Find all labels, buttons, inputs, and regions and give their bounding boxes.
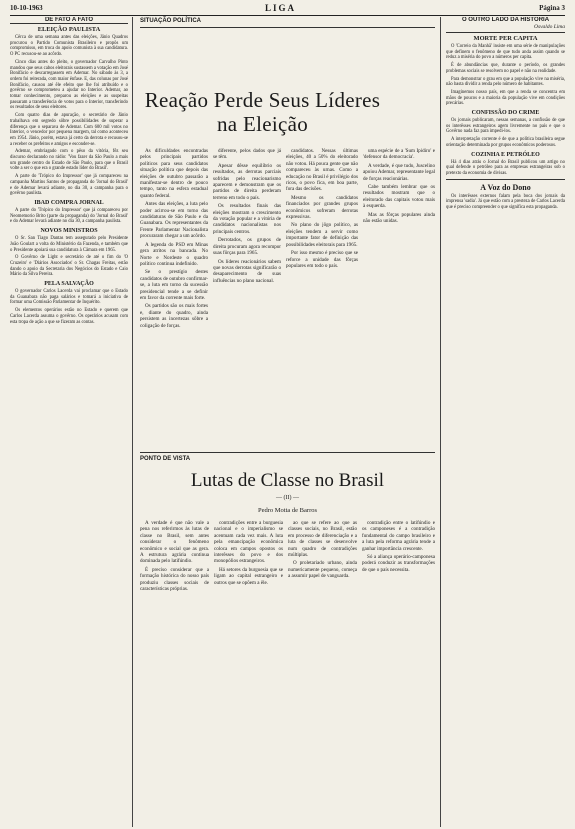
- column-kicker: O OUTRO LADO DA HISTÓRIA: [461, 17, 550, 23]
- subheading: IBAD COMPRA JORNAL: [34, 199, 104, 206]
- subheading: PELA SALVAÇÃO: [44, 281, 94, 288]
- paragraph: Só a aliança operário-camponesa poderá conduzir as transformações de que o país necessita.: [362, 554, 435, 573]
- paragraph: Os resultados finais das eleições mostram o crescimento da votação popular e a vitória de candidatos nacionalistas nos principais centros.: [213, 203, 281, 235]
- paragraph: Os líderes reacionários sabem que novas derrotas significarão o desaparecimento de suas influências no plano nacional.: [213, 258, 281, 284]
- newspaper-page: [10, 0, 565, 829]
- subheading: CONFISSÃO DO CRIME: [471, 110, 540, 117]
- article-title: MORTE PER CAPITA: [473, 35, 538, 42]
- left-column: [10, 17, 128, 827]
- paragraph: A verdade, é que tudo, Juscelino apoiou Ademar, representante legal de forças reacionárias.: [363, 162, 435, 182]
- paragraph: uma espécie de a 'Sum Ipidiro' e 'defensor da democracia'.: [363, 148, 435, 161]
- subheading: NOVOS MINISTROS: [40, 228, 98, 235]
- section-rule: [140, 452, 435, 453]
- paragraph: candidatos. Nessas últimas eleições, 40 a 50% do eleitorado não votou. Há pouca gente que não compareceu às urnas. Como a educação no Brasil é privilégio dos ricos, o povo fica, em boa parte, fora das decisões.: [286, 148, 358, 193]
- paragraph: Derrotados, os grupos de direita procuram agora recompor suas fôrças para 1965.: [213, 237, 281, 257]
- subheading: A Voz do Dono: [480, 182, 531, 192]
- masthead: [10, 3, 565, 16]
- article-column-1: [140, 520, 209, 825]
- paragraph: contradição entre o latifúndio e os camponeses é a contradição fundamental do campo brasileiro e a luta pela reforma agrária tende a ganhar importância crescente.: [362, 520, 435, 552]
- paragraph: Cinco dias antes do pleito, o governador Carvalho Pinto mandou que seus cabos eleitorais sustassem a votação em José Bonifácio e descarregassem em Ademar. No sábado às 3, a ordem foi reiterada, com maior ênfase. E, das colunas por José Bonifácio, causou até êle efeito que lhe foi atribuído e o govêrno se comprometeu a ajudar no Interior. Ademar, ao tomar conhecimento, preparou as eleições e as suspeitas passaram a transferência de votos para o Interior, transferindo os resultados de seus eleitores.: [10, 59, 128, 111]
- headline: Reação Perde Seus Líderes na Eleição: [144, 88, 381, 136]
- paragraph: A verdade é que não vale a pena nos referirmos às lutas de classe no Brasil, sem antes considerar o fenômeno econômico e social que as gera. A estrutura agrária continua dominada pelo latifúndio.: [140, 520, 209, 565]
- issue-date: 10-10-1963: [10, 4, 43, 12]
- article-column-3: [286, 148, 358, 448]
- paragraph: Mas as fôrças populares ainda não estão unidas.: [363, 211, 435, 225]
- paragraph: diferente, pelos dados que já se têm.: [213, 148, 281, 161]
- column-divider: [132, 17, 133, 827]
- article-column-1: [140, 148, 208, 448]
- paragraph: Ademar, embriagado com o pêso da vitória, fêz seu discurso declarando no rádio: 'Vou fazer da São Paulo a mais um grande centro do Estado de São Paulo, para que o Brasil volte a ser o que era o grande estado líder do Brasil'.: [10, 149, 128, 172]
- paragraph: contradições entre a burguesia nacional e o imperialismo se acentuam cada vez mais. A luta pela emancipação econômica coloca em campos opostos os interêsses do povo e dos monopólios estrangeiros.: [214, 520, 283, 565]
- paragraph: É de abundâncias que, durante o período, os grandes problemas sociais se resolvem no papel e não na realidade.: [446, 63, 565, 74]
- paragraph: Antes das eleições, a luta pelo poder acirrou-se em torno das candidaturas de São Paulo e da Guanabara. Os representantes da Frente Parlamentar Nacionalista procuraram chegar a um acôrdo.: [140, 201, 208, 240]
- paragraph: Com quatro dias de apuração, o secretário de Jânio trabalhava em segredo sôbre possibilidades de superar a diferença que o separava de Ademar. Com 600 mil votos no Interior, o vencedor por pequena margem, tal como aconteceu em 1954. Jânio, porém, estava já certo da derrota e recusou-se a receber os prefeitos e amigos e esconder-se.: [10, 113, 128, 147]
- paragraph: Há 4 dias atrás o Jornal do Brasil publicou um artigo no qual defende o petróleo para as empresas estrangeiras sob o pretexto da economia de divisas.: [446, 159, 565, 176]
- article-column-4: [362, 520, 435, 825]
- paragraph: Os elementos operários estão no Estado e querem que Carlos Lacerda assuma o govêrno. Os operários acusam com esta tropa de ação a que se fizeram as contas.: [10, 308, 128, 325]
- article-column-4: [363, 148, 435, 448]
- paragraph: O governador Carlos Lacerda vai proclamar que o Estado da Guanabara não paga salários e tomará a iniciativa de formar uma Comissão Parlamentar de Inquérito.: [10, 289, 128, 306]
- column-kicker: DE FATO A FATO: [10, 17, 128, 24]
- paragraph: Há setores da burguesia que se ligam ao capital estrangeiro e outros que se opõem a êle.: [214, 566, 283, 586]
- paragraph: Imaginemos nosso país, em que a renda se concentra em mãos de poucos e a maioria da população vive em condições precárias.: [446, 89, 565, 107]
- paragraph: É preciso considerar que a formação histórica do nosso país produziu classes sociais de características próprias.: [140, 566, 209, 593]
- part-number: — (II) —: [276, 495, 299, 501]
- paragraph: Mesmo os candidatos financiados por grandes grupos econômicos sofreram derrotas expressivas.: [286, 194, 358, 221]
- section-kicker: PONTO DE VISTA: [140, 456, 191, 462]
- article-column-3: [288, 520, 357, 825]
- paragraph: O Sr. San Tiago Dantas tem assegurado pelo Presidente João Goulart a volta do Ministério da Fazenda, e também que o Presidente apoiará sua candidatura à Câmara em 1965.: [10, 236, 128, 253]
- paragraph: Cêrca de uma semana antes das eleições, Jânio Quadros procurou o Partido Comunista Brasileiro e propôs um compromisso, em troca do apoio comunista à sua candidatura. O PC recusou-se ao acôrdo.: [10, 35, 128, 58]
- page-number: Página 3: [539, 4, 565, 12]
- article-title: ELEIÇÃO PAULISTA: [37, 26, 101, 33]
- paragraph: A parte do 'Trópico do Impressor' que já compareceu por Neomemorio Brito (parte da propaganda) do 'Jornal do Brasil' e do Ademar levará adiante no dia 30, a campanha paulista.: [10, 207, 128, 225]
- headline: Lutas de Classe no Brasil: [190, 470, 385, 491]
- paragraph: Os jornais publicaram, nessas semanas, a confissão de que os interêsses estrangeiros agem livremente no país e que o Govêrno nada faz para impedi-los.: [446, 118, 565, 135]
- paragraph: Os interêsses externos falam pela boca dos jornais da imprensa 'sadia'. Já que estão com a presteza de Carlos Lacerda que é preciso compreender o que significa esta propaganda.: [446, 193, 565, 211]
- paragraph: A legenda do PSD em Minas gera atritos na bancada. No Norte e Nordeste o quadro político continua indefinido.: [140, 241, 208, 267]
- paragraph: Cabe também lembrar que os resultados mostram que o eleitorado das capitais votou mais à esquerda.: [363, 184, 435, 210]
- paragraph: Por isso mesmo é preciso que se reforce a unidade das fôrças populares em todo o país.: [286, 250, 358, 269]
- paragraph: Os partidos são os mais fortes e, diante do quadro, ainda persistem as incertezas sôbre a coligação de forças.: [140, 303, 208, 329]
- section-rule: [140, 27, 435, 28]
- paragraph: Apesar dêsse equilíbrio os resultados, as derrotas parciais sofridas pelo reacionarismo aparecem e demonstram que os partidos de direita perderam terreno em todo o país.: [213, 162, 281, 201]
- newspaper-name: LIGA: [265, 3, 297, 13]
- section-kicker: SITUAÇÃO POLÍTICA: [140, 18, 201, 24]
- paragraph: A interpretação corrente é de que a política brasileira segue orientação determinada por grupos econômicos poderosos.: [446, 137, 565, 148]
- paragraph: O Govêrno de Light e secretário de até o fim do 'O Cruzeiro' e 'Diários Associados' o Sr. Chagas Freitas, estão dando o apoio da Secretaria dos Negócios do Estado e Caio Mário da Silva Pereira.: [10, 255, 128, 278]
- byline: Pedro Motta de Barros: [257, 507, 318, 514]
- article-column-2: [213, 148, 281, 448]
- paragraph: O 'Correio da Manhã' insiste em uma série de manipulações que definem o fenômeno de que tudo anda assim quando se reduz a miséria do povo a números per capita.: [446, 44, 565, 61]
- author-signature: Osvaldo Lima: [533, 24, 565, 30]
- article-column-2: [214, 520, 283, 825]
- paragraph: No plano do jôgo político, as eleições tendem a servir como importante fator de definição das possibilidades eleitorais para 1965.: [286, 222, 358, 248]
- paragraph: As dificuldades encontradas pelos principais partidos políticos para seus candidatos situação política que depois das eleições de outubro passarão a manifestar-se dentro de pouco tempo, tanto na esfera estadual quanto federal.: [140, 148, 208, 199]
- paragraph: Se o prestígio destes candidatos de outubro confirmar-se, a luta em torno da sucessão presidencial tende a se definir em favor da corrente mais forte.: [140, 269, 208, 301]
- paragraph: ao que se refere ao que as classes sociais, no Brasil, estão em processo de diferenciação e a luta de classes se desenvolve num quadro de contradições múltiplas.: [288, 520, 357, 559]
- paragraph: Para demonstrar o grau em que a população vive na miséria, não basta dividir a renda pelo número de habitantes.: [446, 76, 565, 88]
- paragraph: O proletariado urbano, ainda numericamente pequeno, começa a assumir papel de vanguarda.: [288, 560, 357, 580]
- right-column: [446, 17, 565, 827]
- subheading: COZINHA E PETRÓLEO: [471, 151, 540, 158]
- column-divider: [440, 17, 441, 827]
- paragraph: A parte do 'Trópico do Impressor' que já compareceu na campanha Martins Santos de propaganda do 'Jornal do Brasil' e de Ademar levará adiante, no dia 30, a campanha para o govêrno paulista.: [10, 174, 128, 197]
